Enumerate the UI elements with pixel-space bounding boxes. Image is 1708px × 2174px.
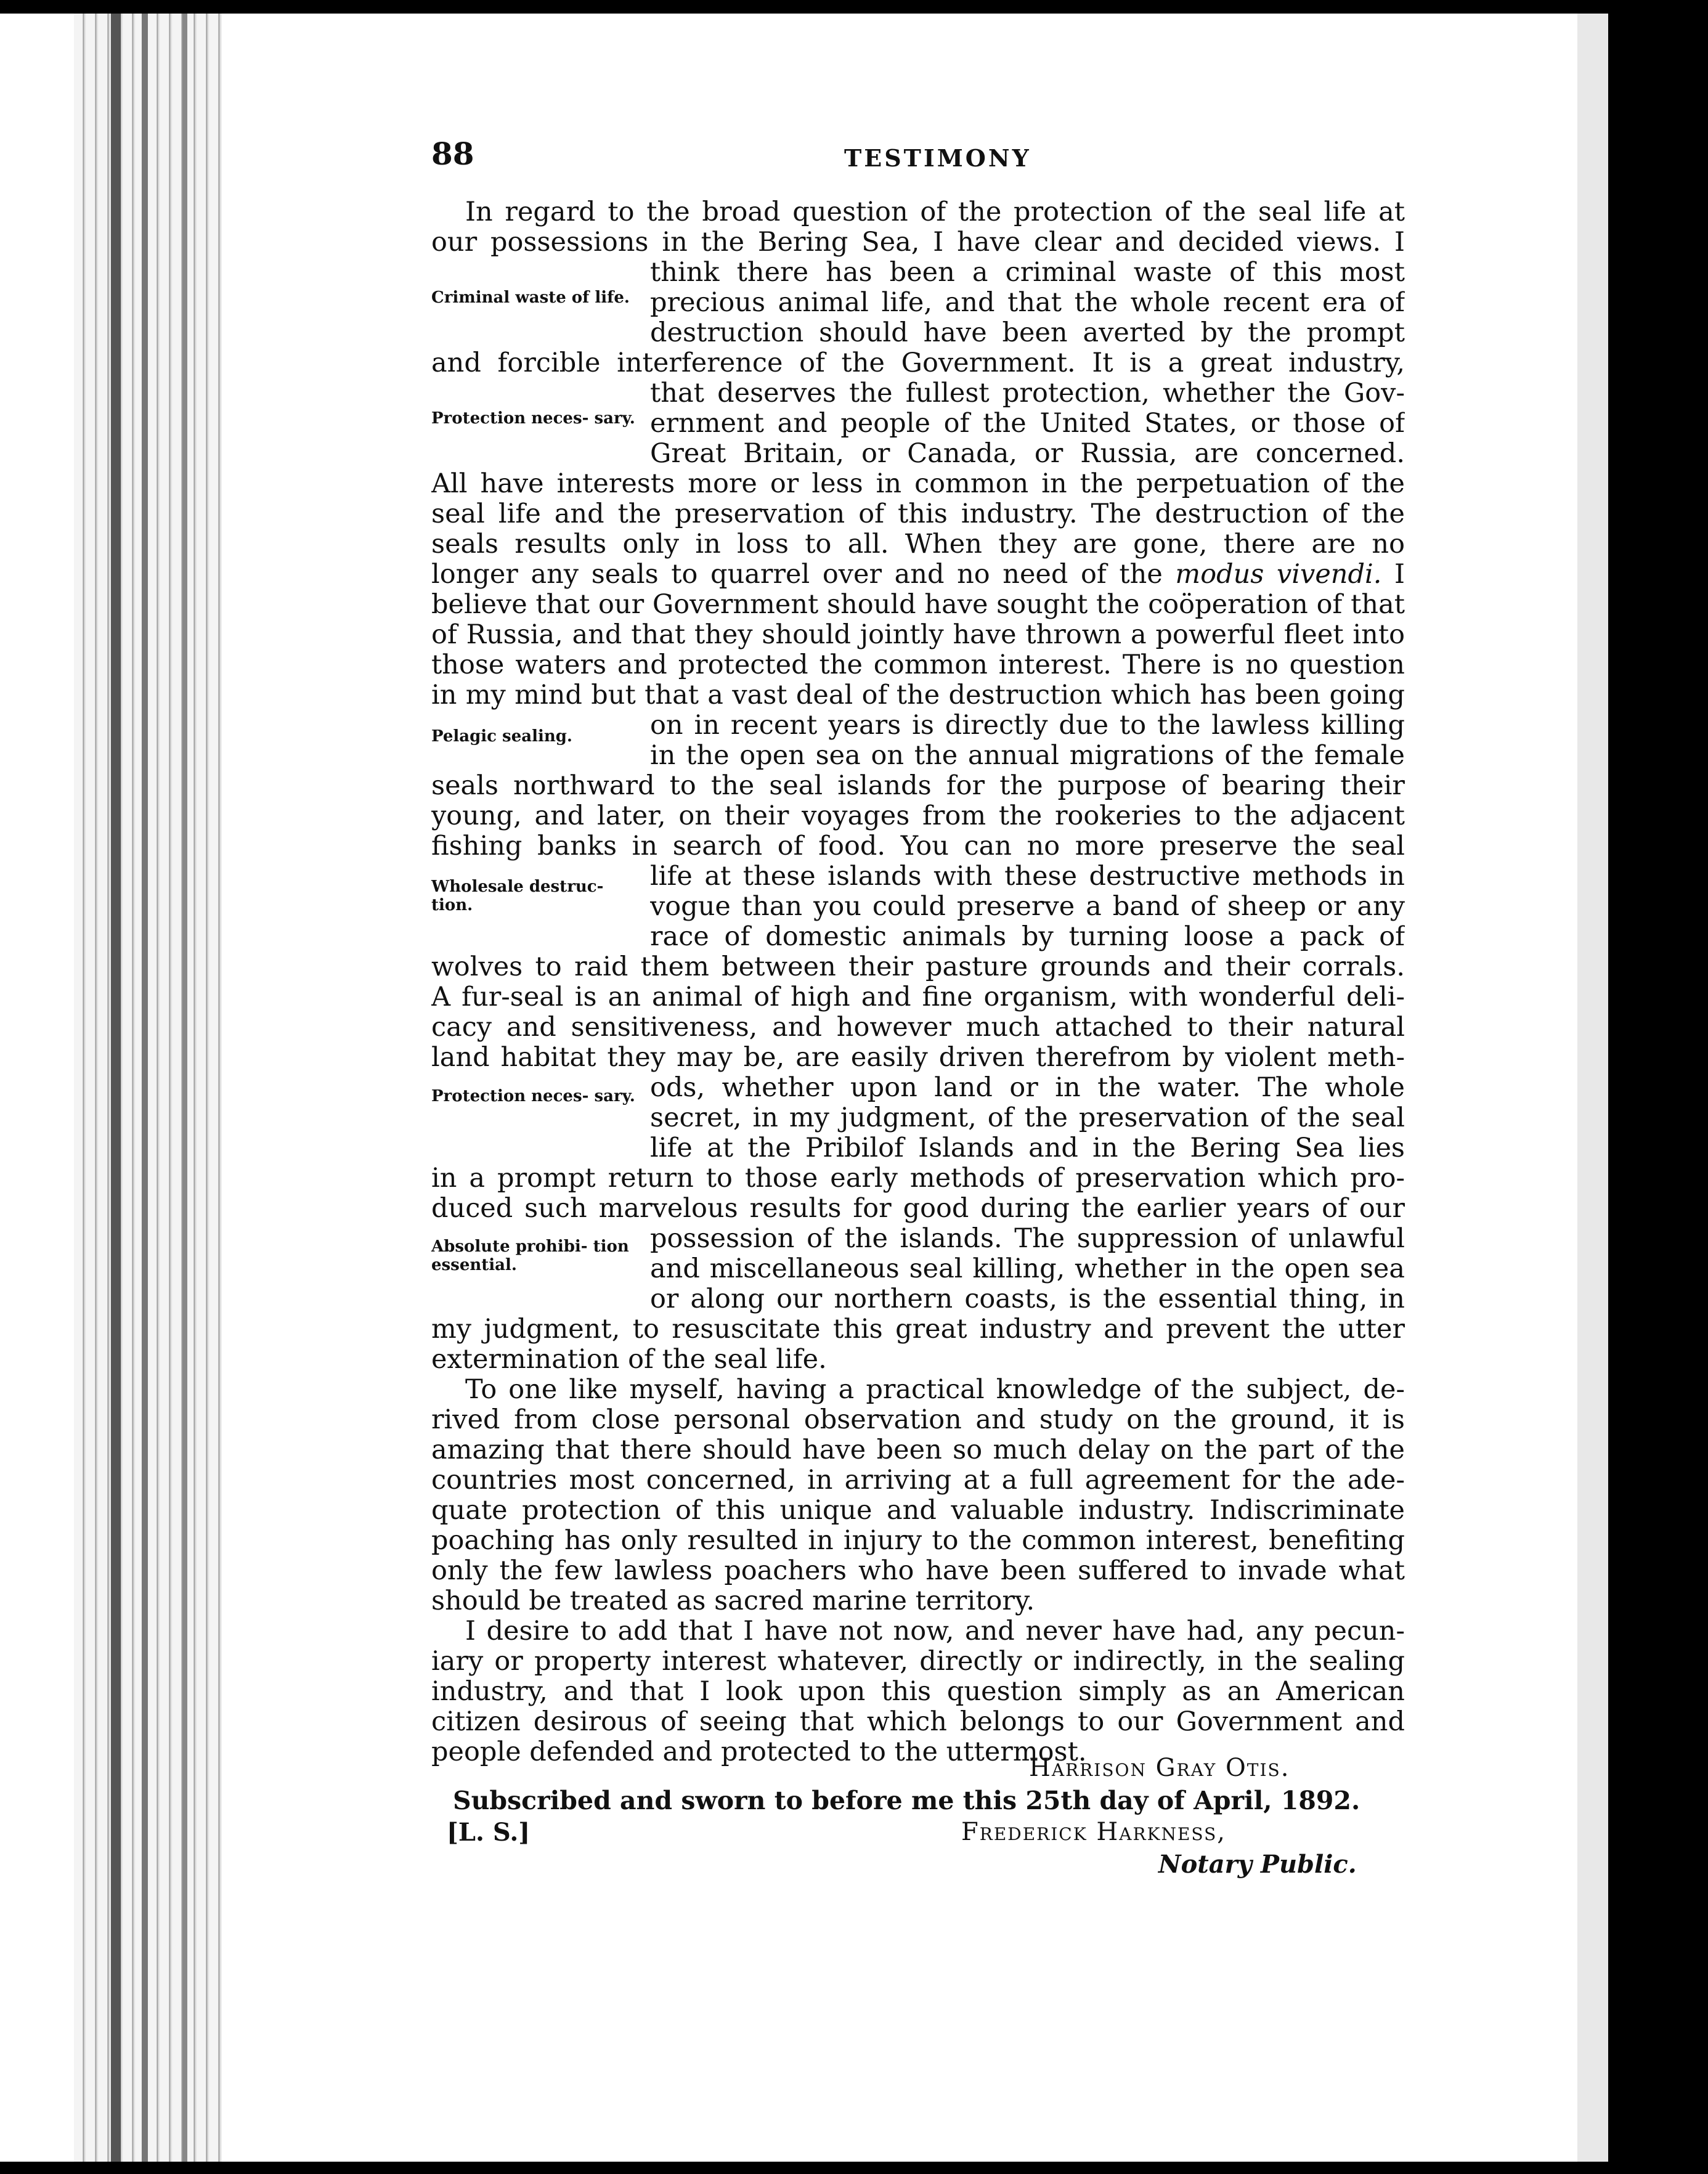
- text-line: life at these islands with these destructive methods in: [650, 861, 1405, 892]
- text-line: in my mind but that a vast deal of the destruction which has been going: [431, 680, 1405, 710]
- text-line: life at the Pribilof Islands and in the Bering Sea lies: [650, 1133, 1405, 1163]
- affiant-signature: Harrison Gray Otis.: [1029, 1754, 1290, 1782]
- running-head: TESTIMONY: [844, 144, 1031, 172]
- seal-mark: [L. S.]: [447, 1818, 531, 1847]
- text-line: possession of the islands. The suppression of unlawful: [650, 1224, 1405, 1254]
- text-line: in the open sea on the annual migrations of the female: [650, 741, 1405, 771]
- text-line: only the few lawless poachers who have been suffered to invade what: [431, 1556, 1405, 1586]
- text-line: land habitat they may be, are easily driven therefrom by violent meth-: [431, 1043, 1405, 1073]
- text-line: our possessions in the Bering Sea, I have clear and decided views. I: [431, 227, 1405, 258]
- text-line: I desire to add that I have not now, and never have had, any pecun-: [465, 1616, 1405, 1647]
- jurat: Subscribed and sworn to before me this 25th day of April, 1892.: [453, 1786, 1360, 1815]
- body-text: [431, 197, 1405, 1767]
- text-line: think there has been a criminal waste of this most: [650, 258, 1405, 288]
- page-edge-stack: [74, 14, 222, 2162]
- text-line: longer any seals to quarrel over and no need of the modus vivendi. I: [431, 560, 1405, 590]
- text-line: ernment and people of the United States, or those of: [650, 409, 1405, 439]
- text-line: should be treated as sacred marine territory.: [431, 1586, 1035, 1616]
- margin-note: Protection neces- sary.: [431, 409, 635, 428]
- text-line: that deserves the fullest protection, whether the Gov-: [650, 378, 1405, 409]
- text-line: fishing banks in search of food. You can no more preserve the seal: [431, 831, 1405, 861]
- page-number: 88: [431, 136, 474, 172]
- scan-border-top: [0, 0, 1708, 14]
- text-line: destruction should have been averted by the prompt: [650, 318, 1405, 348]
- scan-border-bottom: [0, 2162, 1708, 2174]
- text-line: of Russia, and that they should jointly have thrown a powerful fleet into: [431, 620, 1405, 650]
- page-edge-shadow: [142, 14, 148, 2162]
- text-line: seals northward to the seal islands for the purpose of bearing their: [431, 771, 1405, 801]
- text-line: vogue than you could preserve a band of sheep or any: [650, 892, 1405, 922]
- text-line: precious animal life, and that the whole recent era of: [650, 288, 1405, 318]
- text-line: and miscellaneous seal killing, whether in the open sea: [650, 1254, 1405, 1284]
- text-line: in a prompt return to those early methods of preservation which pro-: [431, 1163, 1405, 1194]
- text-line: ods, whether upon land or in the water. The whole: [650, 1073, 1405, 1103]
- text-line: cacy and sensitiveness, and however much attached to their natural: [431, 1012, 1405, 1043]
- margin-note: Pelagic sealing.: [431, 727, 572, 746]
- text-line: countries most concerned, in arriving at a full agreement for the ade-: [431, 1465, 1405, 1496]
- text-line: wolves to raid them between their pasture grounds and their corrals.: [431, 952, 1405, 982]
- scan-border-right: [1608, 0, 1708, 2174]
- page-edge-shadow: [111, 14, 121, 2162]
- text-line: Great Britain, or Canada, or Russia, are concerned.: [650, 439, 1405, 469]
- text-line: and forcible interference of the Government. It is a great industry,: [431, 348, 1405, 378]
- text-line: A fur-seal is an animal of high and fine organism, with wonderful deli-: [431, 982, 1405, 1012]
- notary-title: Notary Public.: [1158, 1850, 1357, 1879]
- text-line: To one like myself, having a practical knowledge of the subject, de-: [465, 1375, 1405, 1405]
- margin-note: Criminal waste of life.: [431, 288, 630, 307]
- text-line: my judgment, to resuscitate this great industry and prevent the utter: [431, 1314, 1405, 1345]
- margin-note: Wholesale destruc- tion.: [431, 877, 604, 914]
- text-line: or along our northern coasts, is the essential thing, in: [650, 1284, 1405, 1314]
- margin-note: Absolute prohibi- tion essential.: [431, 1237, 629, 1274]
- page-right-edge: [1577, 14, 1608, 2162]
- text-line: rived from close personal observation and study on the ground, it is: [431, 1405, 1405, 1435]
- text-line: people defended and protected to the uttermost.: [431, 1737, 1087, 1767]
- margin-note: Protection neces- sary.: [431, 1087, 635, 1105]
- text-line: poaching has only resulted in injury to the common interest, benefiting: [431, 1526, 1405, 1556]
- text-line: In regard to the broad question of the protection of the seal life at: [465, 197, 1405, 227]
- text-line: secret, in my judgment, of the preservation of the seal: [650, 1103, 1405, 1133]
- text-line: young, and later, on their voyages from the rookeries to the adjacent: [431, 801, 1405, 831]
- text-line: seals results only in loss to all. When they are gone, there are no: [431, 529, 1405, 560]
- text-line: seal life and the preservation of this industry. The destruction of the: [431, 499, 1405, 529]
- text-line: iary or property interest whatever, directly or indirectly, in the sealing: [431, 1647, 1405, 1677]
- page-edge-shadow: [182, 14, 187, 2162]
- text-line: amazing that there should have been so much delay on the part of the: [431, 1435, 1405, 1465]
- text-line: extermination of the seal life.: [431, 1345, 827, 1375]
- text-line: those waters and protected the common interest. There is no question: [431, 650, 1405, 680]
- text-line: duced such marvelous results for good during the earlier years of our: [431, 1194, 1405, 1224]
- text-line: quate protection of this unique and valuable industry. Indiscriminate: [431, 1496, 1405, 1526]
- text-line: on in recent years is directly due to the lawless killing: [650, 710, 1405, 741]
- text-line: believe that our Government should have sought the coöperation of that: [431, 590, 1405, 620]
- text-line: industry, and that I look upon this question simply as an American: [431, 1677, 1405, 1707]
- text-line: citizen desirous of seeing that which belongs to our Government and: [431, 1707, 1405, 1737]
- text-line: All have interests more or less in common in the perpetuation of the: [431, 469, 1405, 499]
- text-line: race of domestic animals by turning loose a pack of: [650, 922, 1405, 952]
- notary-name: Frederick Harkness,: [961, 1818, 1226, 1846]
